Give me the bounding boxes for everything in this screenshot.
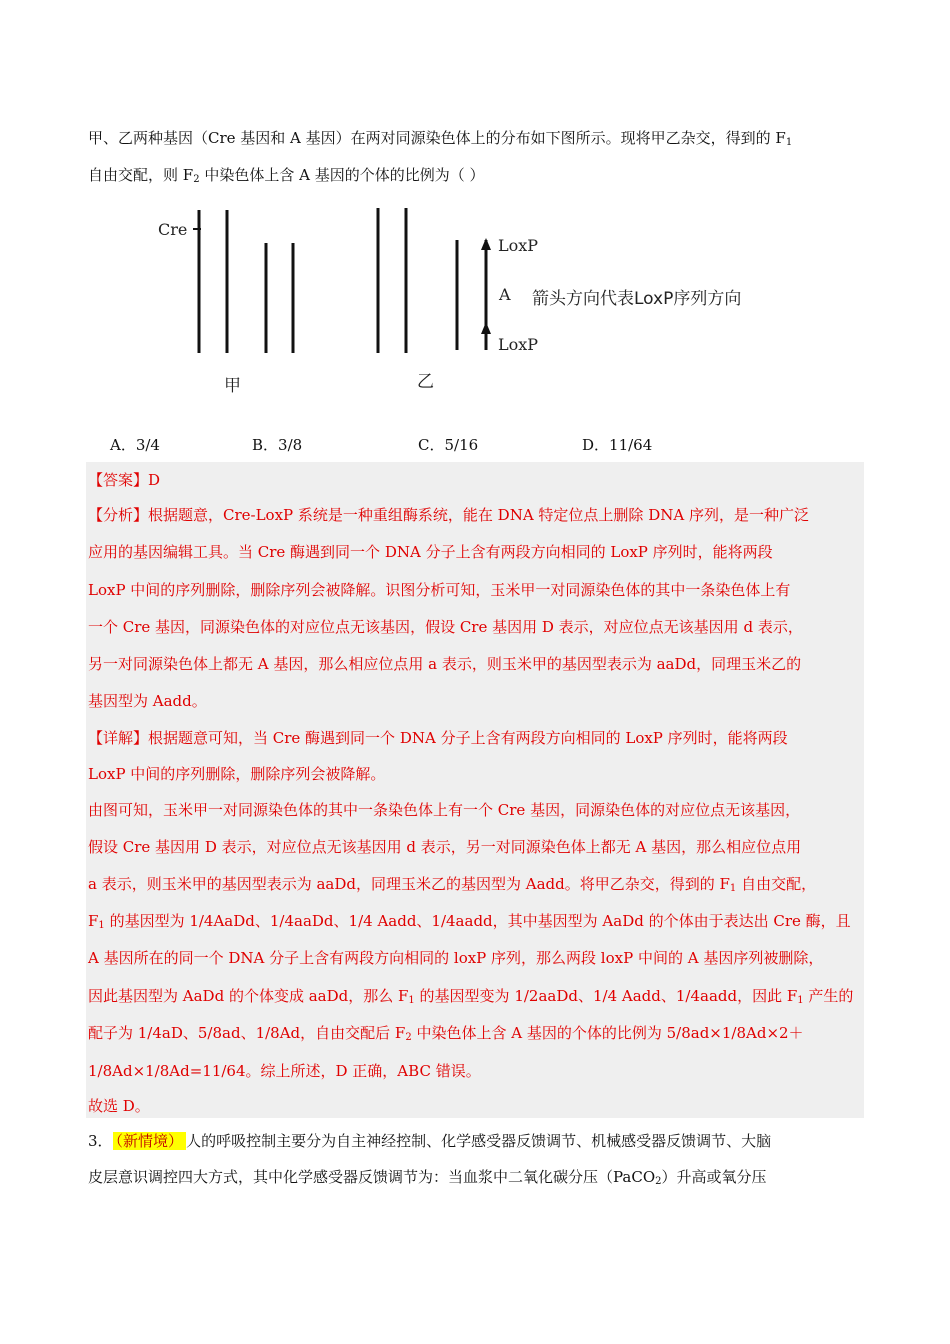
detail-line-4: 假设 Cre 基因用 D 表示，对应位点无该基因用 d 表示，另一对同源染色体上都无 A 基因，那么相应位点用 — [88, 838, 802, 856]
chromosome-diagram — [150, 200, 810, 405]
jia-label: 甲 — [224, 376, 241, 396]
detail-line-1: 【详解】根据题意可知，当 Cre 酶遇到同一个 DNA 分子上含有两段方向相同的 LoxP 序列时，能将两段 — [88, 729, 788, 747]
loxp-arrow-top — [481, 238, 491, 250]
cre-label: Cre — [158, 220, 188, 239]
loxp-arrow-bottom — [481, 322, 491, 334]
detail-line-3: 由图可知，玉米甲一对同源染色体的其中一条染色体上有一个 Cre 基因，同源染色体的对应位点无该基因， — [88, 801, 801, 819]
analysis-line-2: 应用的基因编辑工具。当 Cre 酶遇到同一个 DNA 分子上含有两段方向相同的 LoxP 序列时，能将两段 — [88, 543, 773, 561]
question-3-line-1: 3． （新情境） 人的呼吸控制主要分为自主神经控制、化学感受器反馈调节、机械感受器反馈调节、大脑 — [88, 1132, 772, 1150]
question-line-1: 甲、乙两种基因（Cre 基因和 A 基因）在两对同源染色体上的分布如下图所示。现将甲乙杂交，得到的 $F_1$ — [88, 129, 793, 148]
detail-line-8: 因此基因型为 AaDd 的个体变成 aaDd，那么 $F_1$ 的基因型变为 1/2aaDd、1/4 Aadd、1/4aadd，因此 $F_1$ 产生的 — [88, 987, 854, 1006]
detail-line-6: $F_1$ 的基因型为 1/4AaDd、1/4aaDd、1/4 Aadd、1/4aadd，其中基因型为 AaDd 的个体由于表达出 Cre 酶，且 — [88, 912, 851, 931]
option-d: D．11/64 — [582, 436, 653, 454]
analysis-line-1: 【分析】根据题意，Cre-LoxP 系统是一种重组酶系统，能在 DNA 特定位点上删除 DNA 序列，是一种广泛 — [88, 506, 809, 524]
detail-line-9: 配子为 1/4aD、5/8ad、1/8Ad，自由交配后 $F_2$ 中染色体上含 A 基因的个体的比例为 5/8ad×1/8Ad×2＋ — [88, 1024, 804, 1043]
detail-line-10: 1/8Ad×1/8Ad=11/64。综上所述，D 正确，ABC 错误。 — [88, 1062, 481, 1080]
yi-label: 乙 — [417, 372, 434, 392]
loxp-top-label: LoxP — [498, 236, 539, 255]
analysis-line-4: 一个 Cre 基因，同源染色体的对应位点无该基因，假设 Cre 基因用 D 表示，对应位点无该基因用 d 表示， — [88, 618, 803, 636]
analysis-line-6: 基因型为 Aadd。 — [88, 692, 207, 710]
question-3-line-2: 皮层意识调控四大方式，其中化学感受器反馈调节为：当血浆中二氧化碳分压（PaCO$_2$）升高或氧分压 — [88, 1168, 767, 1187]
detail-line-5: a 表示，则玉米甲的基因型表示为 aaDd，同理玉米乙的基因型为 Aadd。将甲乙杂交，得到的 $F_1$ 自由交配， — [88, 875, 817, 894]
question-line-2: 自由交配，则 $F_2$ 中染色体上含 A 基因的个体的比例为（ ） — [88, 166, 485, 185]
option-c: C．5/16 — [418, 436, 479, 454]
chromosome-figure — [150, 200, 810, 405]
analysis-line-3: LoxP 中间的序列删除，删除序列会被降解。识图分析可知，玉米甲一对同源染色体的其中一条染色体上有 — [88, 581, 791, 599]
loxp-bottom-label: LoxP — [498, 335, 539, 354]
option-b: B．3/8 — [252, 436, 303, 454]
option-a: A．3/4 — [110, 436, 160, 454]
a-gene-label: A — [499, 285, 511, 304]
detail-line-2: LoxP 中间的序列删除，删除序列会被降解。 — [88, 765, 386, 783]
conclusion-line: 故选 D。 — [88, 1097, 150, 1115]
answer-line: 【答案】D — [88, 471, 161, 489]
new-context-tag: （新情境） — [113, 1132, 187, 1150]
analysis-line-5: 另一对同源染色体上都无 A 基因，那么相应位点用 a 表示，则玉米甲的基因型表示为 aaDd，同理玉米乙的 — [88, 655, 802, 673]
arrow-note: 箭头方向代表LoxP序列方向 — [532, 289, 742, 309]
detail-line-7: A 基因所在的同一个 DNA 分子上含有两段方向相同的 loxP 序列，那么两段 loxP 中间的 A 基因序列被删除， — [88, 949, 824, 967]
